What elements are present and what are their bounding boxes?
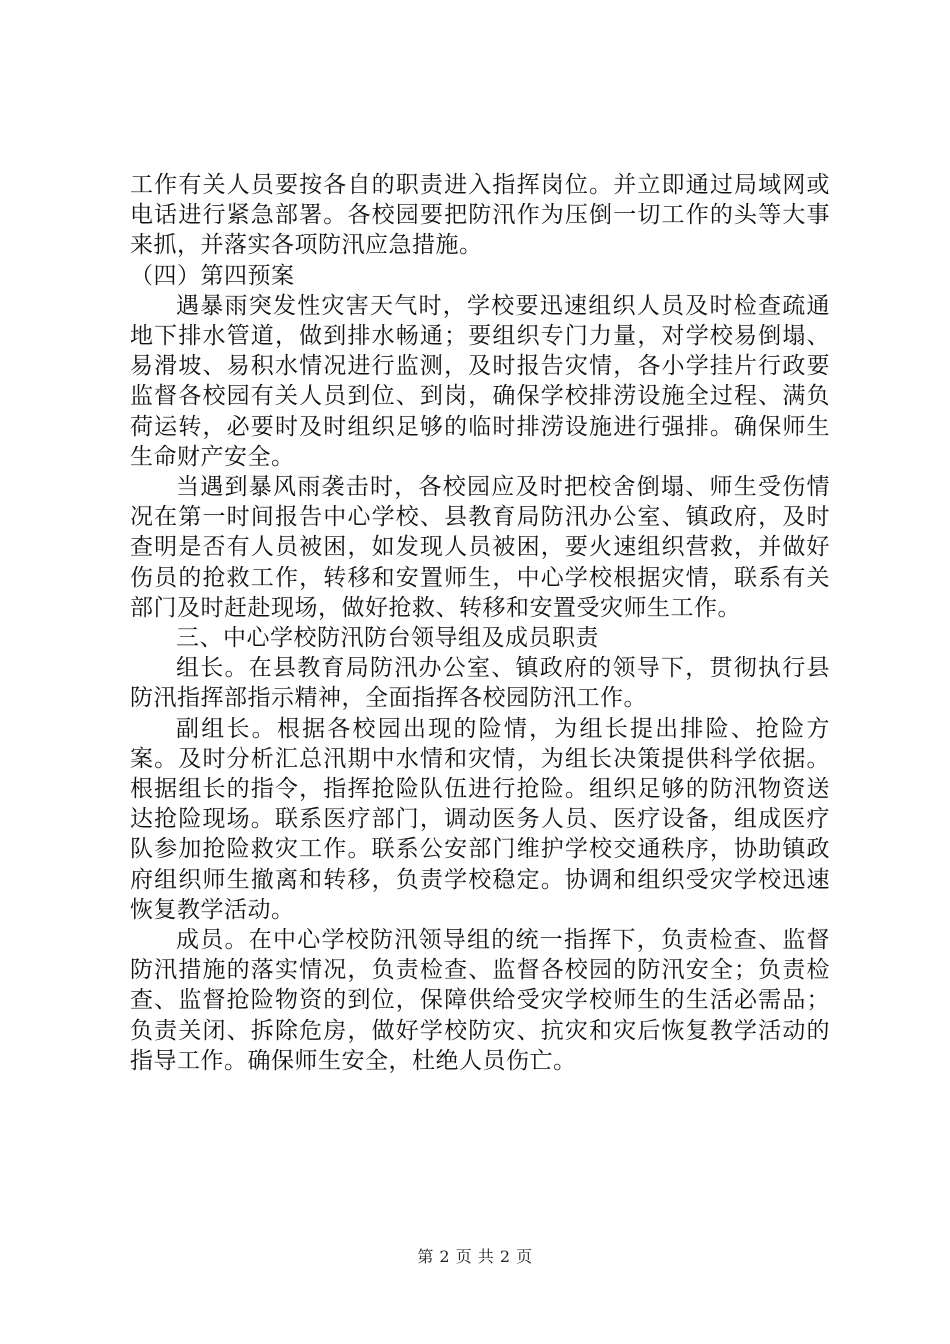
paragraph-members: 成员。在中心学校防汛领导组的统一指挥下，负责检查、监督防汛措施的落实情况，负责检查、监督各校园的防汛安全；负责检查、监督抢险物资的到位，保障供给受灾学校师生的生活必需品；负责关闭、拆除危房，做好学校防灾、抗灾和灾后恢复教学活动的指导工作。确保师生安全，杜绝人员伤亡。: [130, 927, 830, 1074]
paragraph-deputy-leader: 副组长。根据各校园出现的险情，为组长提出排险、抢险方案。及时分析汇总汛期中水情和灾情，为组长决策提供科学依据。根据组长的指令，指挥抢险队伍进行抢险。组织足够的防汛物资送达抢险现场。联系医疗部门，调动医务人员、医疗设备，组成医疗队参加抢险救灾工作。联系公安部门维护学校交通秩序，协助镇政府组织师生撤离和转移，负责学校稳定。协调和组织受灾学校迅速恢复教学活动。: [130, 715, 830, 923]
page-footer: 第 2 页 共 2 页: [417, 1247, 533, 1266]
paragraph-storm-attack: 当遇到暴风雨袭击时，各校园应及时把校舍倒塌、师生受伤情况在第一时间报告中心学校、县教育局防汛办公室、镇政府，及时查明是否有人员被困，如发现人员被困，要火速组织营救，并做好伤员的抢救工作，转移和安置师生，中心学校根据灾情，联系有关部门及时赶赴现场，做好抢救、转移和安置受灾师生工作。: [130, 474, 830, 621]
paragraph-rainstorm: 遇暴雨突发性灾害天气时，学校要迅速组织人员及时检查疏通地下排水管道，做到排水畅通；要组织专门力量，对学校易倒塌、易滑坡、易积水情况进行监测，及时报告灾情，各小学挂片行政要监督各校园有关人员到位、到岗，确保学校排涝设施全过程、满负荷运转，必要时及时组织足够的临时排涝设施进行强排。确保师生生命财产安全。: [130, 292, 830, 470]
document-body: [130, 170, 830, 1076]
section-heading-leadership: 三、中心学校防汛防台领导组及成员职责: [176, 625, 599, 652]
paragraph-team-leader: 组长。在县教育局防汛办公室、镇政府的领导下，贯彻执行县防汛指挥部指示精神，全面指挥各校园防汛工作。: [130, 655, 830, 712]
paragraph-continuation: 工作有关人员要按各自的职责进入指挥岗位。并立即通过局域网或电话进行紧急部署。各校园要把防汛作为压倒一切工作的头等大事来抓，并落实各项防汛应急措施。: [130, 172, 830, 259]
section-heading-plan-four: （四）第四预案: [130, 262, 295, 289]
